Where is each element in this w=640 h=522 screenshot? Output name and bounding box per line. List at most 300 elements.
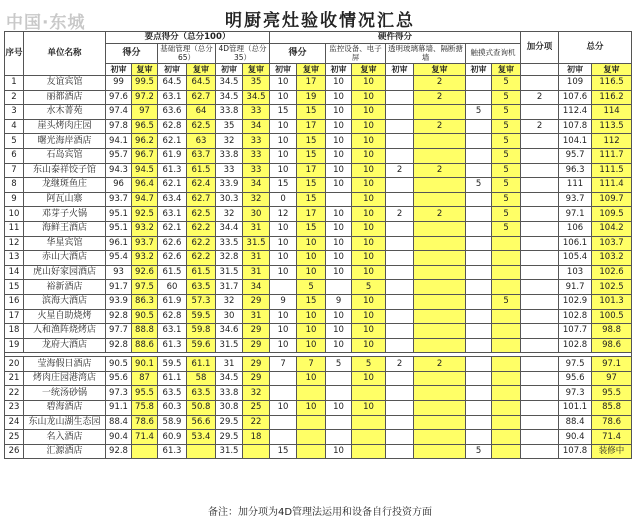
cell-d2: 34 — [243, 280, 270, 295]
table-row — [5, 105, 632, 120]
cell-d2: 31 — [243, 251, 270, 266]
cell-no: 4 — [5, 119, 24, 134]
cell-bm1: 62.8 — [158, 119, 187, 134]
cell-t1: 88.4 — [559, 415, 592, 430]
cell-mo2: 10 — [352, 90, 386, 105]
cell-tc1 — [466, 207, 492, 222]
cell-d2: 35 — [243, 76, 270, 91]
cell-mo2: 10 — [352, 236, 386, 251]
cell-hs1: 10 — [270, 119, 297, 134]
cell-hs2: 7 — [297, 357, 326, 372]
cell-bm2: 63.5 — [187, 386, 216, 401]
cell-hs2: 10 — [297, 338, 326, 353]
cell-d2: 29 — [243, 324, 270, 339]
cell-mo1: 10 — [326, 251, 352, 266]
cell-ks1: 93.7 — [106, 192, 132, 207]
cell-d1: 29.5 — [216, 415, 243, 430]
header-basic-mgmt: 基础管理（总分65） — [158, 44, 216, 64]
cell-hs2 — [297, 444, 326, 459]
sub-review: 复审 — [592, 64, 632, 76]
cell-bonus — [521, 386, 559, 401]
cell-tc2: 5 — [492, 294, 521, 309]
cell-ks1: 94.1 — [106, 134, 132, 149]
table-body — [5, 76, 632, 459]
cell-hs2: 15 — [297, 148, 326, 163]
cell-d1: 31.7 — [216, 280, 243, 295]
cell-d2: 32 — [243, 386, 270, 401]
cell-hs2: 5 — [297, 280, 326, 295]
cell-t1: 96.3 — [559, 163, 592, 178]
sub-review: 复审 — [297, 64, 326, 76]
cell-bonus — [521, 192, 559, 207]
sub-review: 复审 — [187, 64, 216, 76]
cell-bonus — [521, 401, 559, 416]
cell-hs1 — [270, 415, 297, 430]
cell-d1: 34.5 — [216, 371, 243, 386]
cell-tc1 — [466, 236, 492, 251]
cell-t2: 71.4 — [592, 430, 632, 445]
cell-bonus — [521, 415, 559, 430]
cell-hs2: 15 — [297, 221, 326, 236]
cell-bm2: 63.7 — [187, 148, 216, 163]
cell-d1: 30.8 — [216, 401, 243, 416]
cell-name: 名入酒店 — [24, 430, 106, 445]
cell-mo1 — [326, 415, 352, 430]
cell-no: 26 — [5, 444, 24, 459]
cell-bonus — [521, 324, 559, 339]
cell-mo1: 10 — [326, 76, 352, 91]
cell-bonus — [521, 280, 559, 295]
cell-tc2: 5 — [492, 207, 521, 222]
cell-gl1 — [386, 148, 414, 163]
cell-hs1 — [270, 430, 297, 445]
cell-gl1 — [386, 178, 414, 193]
cell-gl1 — [386, 119, 414, 134]
cell-gl1 — [386, 90, 414, 105]
cell-no: 16 — [5, 294, 24, 309]
cell-d1: 33.8 — [216, 105, 243, 120]
cell-bm2: 58 — [187, 371, 216, 386]
cell-name: 碧海酒店 — [24, 401, 106, 416]
cell-bm2: 61.5 — [187, 265, 216, 280]
cell-tc1 — [466, 221, 492, 236]
cell-d1: 33 — [216, 163, 243, 178]
table-row — [5, 324, 632, 339]
cell-gl1: 2 — [386, 163, 414, 178]
cell-d1: 32 — [216, 294, 243, 309]
cell-no: 5 — [5, 134, 24, 149]
cell-mo1: 10 — [326, 119, 352, 134]
cell-bm2: 53.4 — [187, 430, 216, 445]
cell-bonus — [521, 76, 559, 91]
cell-bm1: 61.5 — [158, 265, 187, 280]
sub-first: 初审 — [326, 64, 352, 76]
cell-t1: 91.7 — [559, 280, 592, 295]
cell-no: 3 — [5, 105, 24, 120]
cell-gl2: 2 — [414, 90, 466, 105]
cell-no: 19 — [5, 338, 24, 353]
cell-ks1: 92.8 — [106, 309, 132, 324]
cell-gl2 — [414, 401, 466, 416]
cell-gl1 — [386, 430, 414, 445]
cell-tc2 — [492, 251, 521, 266]
cell-ks2: 97.2 — [132, 90, 158, 105]
sub-review: 复审 — [352, 64, 386, 76]
cell-d2: 29 — [243, 371, 270, 386]
cell-ks1: 92.8 — [106, 338, 132, 353]
sub-bonus-blank — [521, 64, 559, 76]
cell-d1: 34.5 — [216, 90, 243, 105]
cell-gl1 — [386, 294, 414, 309]
cell-ks2: 93.7 — [132, 236, 158, 251]
cell-tc2 — [492, 357, 521, 372]
table-row — [5, 178, 632, 193]
table-row — [5, 207, 632, 222]
cell-tc2: 5 — [492, 90, 521, 105]
table-row — [5, 119, 632, 134]
cell-mo1: 10 — [326, 265, 352, 280]
cell-tc1 — [466, 76, 492, 91]
cell-d1: 31.5 — [216, 338, 243, 353]
cell-gl1 — [386, 221, 414, 236]
cell-name: 曙光海岸酒店 — [24, 134, 106, 149]
cell-mo2 — [352, 415, 386, 430]
cell-mo2: 10 — [352, 76, 386, 91]
cell-tc2 — [492, 309, 521, 324]
cell-tc2: 5 — [492, 119, 521, 134]
cell-gl1 — [386, 401, 414, 416]
cell-mo1 — [326, 430, 352, 445]
cell-bonus — [521, 134, 559, 149]
cell-bm2: 62.2 — [187, 251, 216, 266]
cell-bonus — [521, 221, 559, 236]
cell-hs2: 17 — [297, 207, 326, 222]
cell-tc2: 5 — [492, 192, 521, 207]
cell-ks2: 96.5 — [132, 119, 158, 134]
cell-t2: 98.6 — [592, 338, 632, 353]
cell-hs2: 17 — [297, 119, 326, 134]
cell-bm1: 62.8 — [158, 309, 187, 324]
cell-no: 21 — [5, 371, 24, 386]
cell-mo2: 10 — [352, 105, 386, 120]
cell-gl2 — [414, 386, 466, 401]
cell-bonus — [521, 265, 559, 280]
cell-bm1: 60 — [158, 280, 187, 295]
cell-gl2 — [414, 251, 466, 266]
cell-gl2 — [414, 371, 466, 386]
cell-t1: 107.6 — [559, 90, 592, 105]
cell-bonus — [521, 444, 559, 459]
cell-tc1 — [466, 163, 492, 178]
cell-bm2: 59.6 — [187, 338, 216, 353]
cell-d2: 33 — [243, 134, 270, 149]
cell-t1: 101.1 — [559, 401, 592, 416]
cell-no: 24 — [5, 415, 24, 430]
table-row — [5, 430, 632, 445]
cell-name: 华星宾馆 — [24, 236, 106, 251]
header-hw-score: 得分 — [270, 44, 326, 64]
cell-hs2: 15 — [297, 192, 326, 207]
header-glass: 透明玻璃幕墙、隔断搪墙 — [386, 44, 466, 64]
cell-t1: 107.8 — [559, 444, 592, 459]
cell-t1: 105.4 — [559, 251, 592, 266]
cell-ks1: 95.1 — [106, 221, 132, 236]
cell-bm2: 62.4 — [187, 178, 216, 193]
cell-t2: 111.4 — [592, 178, 632, 193]
cell-gl1 — [386, 76, 414, 91]
cell-gl1: 2 — [386, 207, 414, 222]
page-title: 明厨亮灶验收情况汇总 — [225, 11, 415, 31]
cell-ks1: 95.4 — [106, 251, 132, 266]
cell-ks1: 97.7 — [106, 324, 132, 339]
cell-gl2 — [414, 338, 466, 353]
cell-ks2: 87 — [132, 371, 158, 386]
cell-gl1 — [386, 251, 414, 266]
sub-review: 复审 — [132, 64, 158, 76]
cell-bm2: 62.7 — [187, 192, 216, 207]
cell-no: 18 — [5, 324, 24, 339]
cell-mo1: 10 — [326, 90, 352, 105]
cell-no: 7 — [5, 163, 24, 178]
cell-bm1: 64.5 — [158, 76, 187, 91]
cell-bm1: 62.1 — [158, 221, 187, 236]
cell-t1: 109 — [559, 76, 592, 91]
cell-hs1: 10 — [270, 163, 297, 178]
cell-tc1 — [466, 134, 492, 149]
cell-name: 火星自助烧烤 — [24, 309, 106, 324]
cell-t2: 98.8 — [592, 324, 632, 339]
table-row — [5, 236, 632, 251]
cell-t2: 112 — [592, 134, 632, 149]
cell-tc2 — [492, 265, 521, 280]
cell-bonus — [521, 309, 559, 324]
cell-bm1: 61.9 — [158, 294, 187, 309]
cell-t2: 101.3 — [592, 294, 632, 309]
cell-mo1: 10 — [326, 324, 352, 339]
cell-tc1 — [466, 386, 492, 401]
table-row — [5, 371, 632, 386]
cell-d2: 31 — [243, 265, 270, 280]
cell-gl2 — [414, 178, 466, 193]
cell-mo2: 10 — [352, 294, 386, 309]
cell-ks1: 94.3 — [106, 163, 132, 178]
cell-mo1: 10 — [326, 236, 352, 251]
cell-gl1 — [386, 444, 414, 459]
cell-d1: 30 — [216, 309, 243, 324]
cell-hs2: 17 — [297, 163, 326, 178]
cell-no: 8 — [5, 178, 24, 193]
cell-gl1 — [386, 105, 414, 120]
cell-gl2: 2 — [414, 207, 466, 222]
cell-t2: 109.5 — [592, 207, 632, 222]
cell-ks2: 92.6 — [132, 265, 158, 280]
cell-ks2: 92.5 — [132, 207, 158, 222]
cell-ks2: 99.5 — [132, 76, 158, 91]
cell-d1: 34.5 — [216, 76, 243, 91]
cell-bonus: 2 — [521, 90, 559, 105]
cell-mo2: 5 — [352, 357, 386, 372]
header-4d-mgmt: 4D管理（总分35） — [216, 44, 270, 64]
cell-t1: 90.4 — [559, 430, 592, 445]
cell-d2: 34.5 — [243, 90, 270, 105]
cell-t2: 102.5 — [592, 280, 632, 295]
cell-ks2 — [132, 444, 158, 459]
cell-hs1: 15 — [270, 444, 297, 459]
cell-ks1: 93.9 — [106, 294, 132, 309]
cell-bonus — [521, 251, 559, 266]
cell-t1: 102.8 — [559, 309, 592, 324]
table-row — [5, 221, 632, 236]
cell-d2: 31 — [243, 309, 270, 324]
table-row — [5, 415, 632, 430]
cell-bonus — [521, 148, 559, 163]
cell-tc1 — [466, 324, 492, 339]
cell-hs1: 10 — [270, 221, 297, 236]
cell-t2: 109.7 — [592, 192, 632, 207]
cell-name: 邓芽子火锅 — [24, 207, 106, 222]
cell-hs1 — [270, 280, 297, 295]
cell-gl1 — [386, 192, 414, 207]
cell-mo2: 10 — [352, 148, 386, 163]
cell-mo1: 10 — [326, 134, 352, 149]
cell-tc1 — [466, 430, 492, 445]
cell-tc2: 5 — [492, 163, 521, 178]
cell-bm1: 63.5 — [158, 386, 187, 401]
cell-d2: 33 — [243, 105, 270, 120]
cell-bm2: 62.5 — [187, 119, 216, 134]
cell-tc2 — [492, 280, 521, 295]
cell-ks2: 90.5 — [132, 309, 158, 324]
cell-mo1 — [326, 192, 352, 207]
cell-gl2: 2 — [414, 119, 466, 134]
cell-gl2 — [414, 430, 466, 445]
cell-bonus — [521, 163, 559, 178]
cell-bm2: 57.3 — [187, 294, 216, 309]
sub-first: 初审 — [466, 64, 492, 76]
cell-ks1: 99 — [106, 76, 132, 91]
cell-gl1: 2 — [386, 357, 414, 372]
cell-gl1 — [386, 236, 414, 251]
cell-bm1: 61.9 — [158, 148, 187, 163]
cell-tc2 — [492, 415, 521, 430]
cell-mo1: 10 — [326, 163, 352, 178]
cell-tc1 — [466, 119, 492, 134]
cell-d2: 31 — [243, 221, 270, 236]
cell-t1: 106.1 — [559, 236, 592, 251]
cell-t2: 97.1 — [592, 357, 632, 372]
cell-ks1: 91.1 — [106, 401, 132, 416]
cell-mo1: 10 — [326, 207, 352, 222]
cell-tc2 — [492, 386, 521, 401]
header-seq: 序号 — [5, 32, 24, 76]
cell-hs1: 10 — [270, 338, 297, 353]
summary-table — [4, 31, 632, 459]
cell-ks1: 95.6 — [106, 371, 132, 386]
cell-hs1: 10 — [270, 265, 297, 280]
cell-ks2: 94.7 — [132, 192, 158, 207]
cell-mo2: 10 — [352, 163, 386, 178]
sub-review: 复审 — [414, 64, 466, 76]
cell-name: 海鲜王酒店 — [24, 221, 106, 236]
cell-tc2 — [492, 401, 521, 416]
cell-no: 2 — [5, 90, 24, 105]
cell-bm1: 63.4 — [158, 192, 187, 207]
cell-tc1 — [466, 148, 492, 163]
cell-hs1: 10 — [270, 401, 297, 416]
cell-hs1: 15 — [270, 178, 297, 193]
cell-d1: 32 — [216, 134, 243, 149]
cell-gl2 — [414, 280, 466, 295]
header-bonus: 加分项 — [521, 32, 559, 64]
cell-bm1: 59.5 — [158, 357, 187, 372]
cell-t2: 114 — [592, 105, 632, 120]
cell-hs1: 10 — [270, 134, 297, 149]
cell-ks2: 97 — [132, 105, 158, 120]
cell-bm1: 60.3 — [158, 401, 187, 416]
cell-tc2: 5 — [492, 134, 521, 149]
cell-d1: 33.5 — [216, 236, 243, 251]
cell-ks1: 97.4 — [106, 105, 132, 120]
cell-ks1: 97.6 — [106, 90, 132, 105]
cell-hs2 — [297, 415, 326, 430]
cell-ks2: 71.4 — [132, 430, 158, 445]
cell-name: 东山龙山湖生态园 — [24, 415, 106, 430]
cell-d2: 29 — [243, 294, 270, 309]
cell-d1: 35 — [216, 119, 243, 134]
cell-ks1: 91.7 — [106, 280, 132, 295]
cell-bm1: 62.6 — [158, 251, 187, 266]
cell-t1: 95.7 — [559, 148, 592, 163]
cell-d1: 34.6 — [216, 324, 243, 339]
cell-d1: 30.3 — [216, 192, 243, 207]
cell-name: 滨海大酒店 — [24, 294, 106, 309]
cell-tc1: 5 — [466, 105, 492, 120]
cell-ks1: 95.7 — [106, 148, 132, 163]
cell-t2: 113.5 — [592, 119, 632, 134]
cell-tc1 — [466, 309, 492, 324]
cell-gl1 — [386, 415, 414, 430]
cell-t1: 107.7 — [559, 324, 592, 339]
table-row — [5, 265, 632, 280]
cell-t2: 103.2 — [592, 251, 632, 266]
cell-name: 丽都酒店 — [24, 90, 106, 105]
cell-bm2: 63.5 — [187, 280, 216, 295]
cell-hs1 — [270, 371, 297, 386]
cell-tc2 — [492, 338, 521, 353]
cell-bm2: 59.8 — [187, 324, 216, 339]
cell-hs2: 10 — [297, 401, 326, 416]
cell-mo2: 10 — [352, 207, 386, 222]
cell-hs2: 10 — [297, 236, 326, 251]
cell-gl2 — [414, 192, 466, 207]
cell-bm1: 62.1 — [158, 178, 187, 193]
cell-bonus — [521, 207, 559, 222]
cell-hs2: 15 — [297, 294, 326, 309]
cell-name: 阿瓦山寨 — [24, 192, 106, 207]
cell-t1: 106 — [559, 221, 592, 236]
cell-gl2 — [414, 294, 466, 309]
cell-mo2: 10 — [352, 251, 386, 266]
cell-d1: 31.5 — [216, 444, 243, 459]
cell-t2: 104.2 — [592, 221, 632, 236]
cell-d2: 34 — [243, 178, 270, 193]
cell-t2: 85.8 — [592, 401, 632, 416]
cell-tc1 — [466, 294, 492, 309]
cell-bm2: 61.5 — [187, 163, 216, 178]
cell-tc2: 5 — [492, 148, 521, 163]
cell-t1: 102.9 — [559, 294, 592, 309]
cell-bm2: 63 — [187, 134, 216, 149]
